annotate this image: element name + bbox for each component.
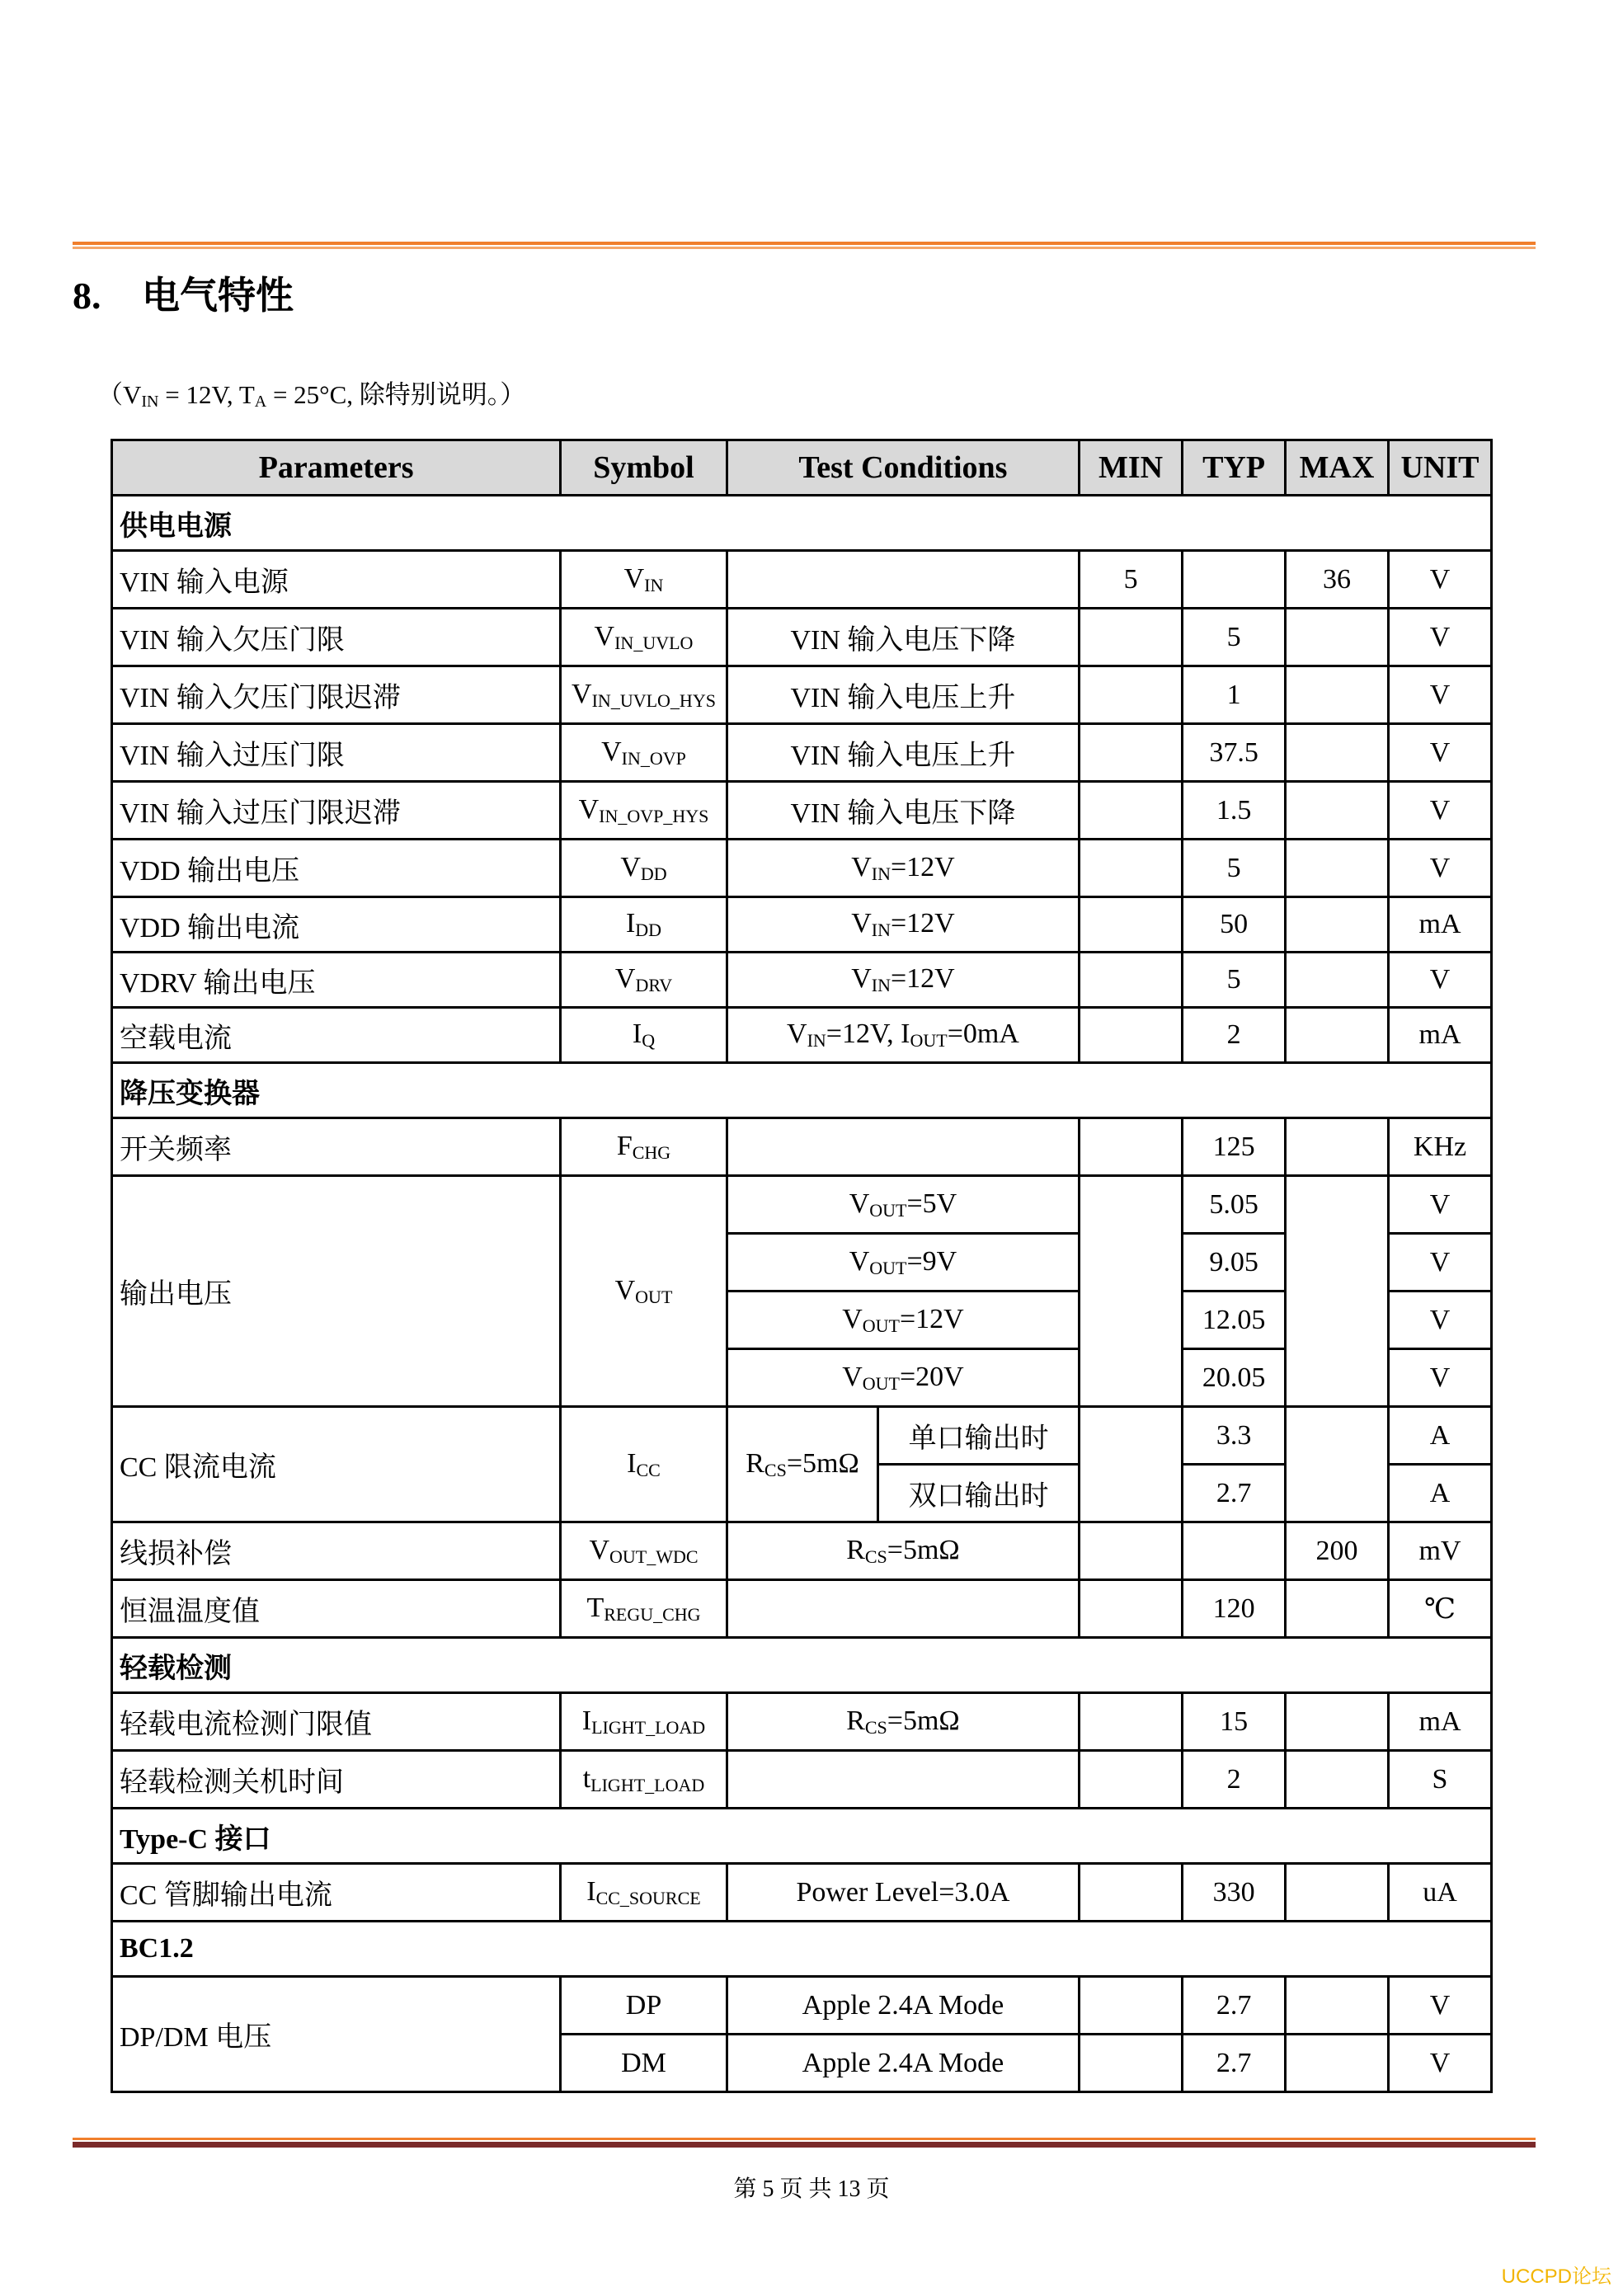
condition-cell [727,1118,1079,1176]
table-row [112,1977,1492,2035]
group-row [112,1638,1492,1693]
min-cell [1080,1580,1183,1638]
table-row [112,1580,1492,1638]
typ-cell [1183,551,1286,609]
table-row [112,840,1492,897]
unit-cell: S [1389,1751,1492,1809]
param-cell: CC 限流电流 [112,1407,561,1522]
table-row [112,1176,1492,1234]
unit-cell: V [1389,551,1492,609]
page-footer: 第 5 页 共 13 页 [733,2176,890,2202]
sub-condition-cell: 单口输出时 [878,1407,1080,1465]
col-header-test-conditions: Test Conditions [727,440,1079,496]
min-cell [1080,1407,1183,1522]
unit-cell: V [1389,953,1492,1008]
param-cell: VDD 输出电流 [112,897,561,953]
group-bc12: BC1.2 [112,1922,1492,1977]
table-row [112,1751,1492,1809]
table-row [112,897,1492,953]
electrical-characteristics-table [111,439,1493,2093]
condition-cell [727,1580,1079,1638]
param-cell: 空载电流 [112,1008,561,1063]
param-cell: VDD 输出电压 [112,840,561,897]
group-buck: 降压变换器 [112,1063,1492,1118]
param-cell: VIN 输入过压门限 [112,724,561,782]
max-cell [1286,609,1389,666]
max-cell [1286,1407,1389,1522]
col-header-unit: UNIT [1389,440,1492,496]
condition-cell: $V_{IN}=12V$ [727,897,1079,953]
sub-condition-cell: 双口输出时 [878,1465,1080,1522]
unit-cell: A [1389,1465,1492,1522]
unit-cell: mA [1389,897,1492,953]
conditions-note: （$V_{IN} = 12V$, $T_A = 25^\circ C$, 除特别说明。） [97,380,526,411]
symbol-cell: $V_{DD}$ [561,840,727,897]
group-row [112,1922,1492,1977]
max-cell [1286,2035,1389,2092]
max-cell [1286,840,1389,897]
table-row [112,1864,1492,1922]
unit-cell: KHz [1389,1118,1492,1176]
typ-cell: 2.7 [1183,1465,1286,1522]
bottom-rule [73,2138,1536,2149]
symbol-cell: DP [561,1977,727,2035]
symbol-cell: DM [561,2035,727,2092]
symbol-cell: $V_{IN\_UVLO}$ [561,609,727,666]
group-row [112,1809,1492,1864]
table-row [112,1407,1492,1465]
table-row [112,666,1492,724]
param-cell: 开关频率 [112,1118,561,1176]
condition-cell: $V_{IN}=12V$ [727,840,1079,897]
group-light-load: 轻载检测 [112,1638,1492,1693]
max-cell [1286,1008,1389,1063]
typ-cell: 5.05 [1183,1176,1286,1234]
typ-cell: 20.05 [1183,1349,1286,1407]
condition-cell: Apple 2.4A Mode [727,2035,1079,2092]
symbol-cell: $F_{CHG}$ [561,1118,727,1176]
typ-cell: 2.7 [1183,1977,1286,2035]
table-row [112,724,1492,782]
min-cell [1080,2035,1183,2092]
unit-cell: V [1389,1234,1492,1292]
symbol-cell: $t_{LIGHT\_LOAD}$ [561,1751,727,1809]
condition-cell: $R_{CS}=5m\Omega$ [727,1522,1079,1580]
typ-cell: 5 [1183,953,1286,1008]
max-cell [1286,1751,1389,1809]
max-cell: 200 [1286,1522,1389,1580]
condition-cell: VIN 输入电压上升 [727,724,1079,782]
symbol-cell: $V_{IN}$ [561,551,727,609]
symbol-cell: $I_{CC\_SOURCE}$ [561,1864,727,1922]
condition-cell: $V_{OUT}=9V$ [727,1234,1079,1292]
min-cell [1080,840,1183,897]
typ-cell: 37.5 [1183,724,1286,782]
min-cell [1080,1008,1183,1063]
condition-cell [727,551,1079,609]
typ-cell: 1.5 [1183,782,1286,840]
min-cell [1080,953,1183,1008]
unit-cell: A [1389,1407,1492,1465]
col-header-symbol: Symbol [561,440,727,496]
param-cell: DP/DM 电压 [112,1977,561,2092]
table-row [112,609,1492,666]
condition-cell: VIN 输入电压下降 [727,609,1079,666]
max-cell [1286,1118,1389,1176]
group-row [112,1063,1492,1118]
min-cell [1080,1693,1183,1751]
symbol-cell: $V_{OUT\_WDC}$ [561,1522,727,1580]
unit-cell: V [1389,1292,1492,1349]
param-cell: VIN 输入欠压门限 [112,609,561,666]
symbol-cell: $V_{IN\_OVP\_HYS}$ [561,782,727,840]
min-cell [1080,666,1183,724]
param-cell: 线损补偿 [112,1522,561,1580]
condition-cell: $V_{IN}=12V$, $I_{OUT}=0mA$ [727,1008,1079,1063]
typ-cell: 2 [1183,1751,1286,1809]
min-cell [1080,609,1183,666]
table-row [112,1118,1492,1176]
symbol-cell: $V_{DRV}$ [561,953,727,1008]
param-cell: 恒温温度值 [112,1580,561,1638]
max-cell [1286,1693,1389,1751]
max-cell [1286,1864,1389,1922]
typ-cell: 5 [1183,609,1286,666]
unit-cell: V [1389,1176,1492,1234]
table-row [112,1522,1492,1580]
unit-cell: mA [1389,1693,1492,1751]
min-cell [1080,1176,1183,1407]
header-row [112,440,1492,496]
group-row [112,496,1492,551]
condition-cell: $V_{IN}=12V$ [727,953,1079,1008]
symbol-cell: $I_{DD}$ [561,897,727,953]
min-cell: 5 [1080,551,1183,609]
section-title: 电气特性 [142,275,294,317]
top-rule [73,242,1536,250]
condition-cell: Power Level=3.0A [727,1864,1079,1922]
param-cell: CC 管脚输出电流 [112,1864,561,1922]
unit-cell: V [1389,666,1492,724]
symbol-cell: $V_{OUT}$ [561,1176,727,1407]
unit-cell: mV [1389,1522,1492,1580]
param-cell: 轻载电流检测门限值 [112,1693,561,1751]
section-heading [73,266,294,320]
col-header-typ: TYP [1183,440,1286,496]
unit-cell: V [1389,724,1492,782]
max-cell [1286,1580,1389,1638]
condition-cell: $R_{CS}=5m\Omega$ [727,1693,1079,1751]
typ-cell: 330 [1183,1864,1286,1922]
max-cell [1286,953,1389,1008]
symbol-cell: $I_Q$ [561,1008,727,1063]
symbol-cell: $T_{REGU\_CHG}$ [561,1580,727,1638]
typ-cell: 50 [1183,897,1286,953]
condition-cell: VIN 输入电压上升 [727,666,1079,724]
typ-cell: 1 [1183,666,1286,724]
max-cell [1286,1977,1389,2035]
unit-cell: V [1389,1349,1492,1407]
condition-cell: $R_{CS}=5m\Omega$ [727,1407,877,1522]
typ-cell: 3.3 [1183,1407,1286,1465]
min-cell [1080,1118,1183,1176]
symbol-cell: $V_{IN\_UVLO\_HYS}$ [561,666,727,724]
section-number: 8. [73,275,101,317]
table-row [112,551,1492,609]
max-cell: 36 [1286,551,1389,609]
max-cell [1286,666,1389,724]
min-cell [1080,1977,1183,2035]
typ-cell: 15 [1183,1693,1286,1751]
condition-cell: Apple 2.4A Mode [727,1977,1079,2035]
unit-cell: V [1389,840,1492,897]
symbol-cell: $I_{LIGHT\_LOAD}$ [561,1693,727,1751]
min-cell [1080,1864,1183,1922]
unit-cell: ℃ [1389,1580,1492,1638]
param-cell: 轻载检测关机时间 [112,1751,561,1809]
unit-cell: V [1389,1977,1492,2035]
condition-cell: VIN 输入电压下降 [727,782,1079,840]
watermark: UCCPD论坛 [1501,2265,1611,2288]
condition-cell: $V_{OUT}=5V$ [727,1176,1079,1234]
max-cell [1286,724,1389,782]
condition-cell: $V_{OUT}=12V$ [727,1292,1079,1349]
unit-cell: V [1389,2035,1492,2092]
typ-cell: 2.7 [1183,2035,1286,2092]
param-cell: 输出电压 [112,1176,561,1407]
min-cell [1080,782,1183,840]
param-cell: VDRV 输出电压 [112,953,561,1008]
group-type-c: Type-C 接口 [112,1809,1492,1864]
typ-cell [1183,1522,1286,1580]
param-cell: VIN 输入欠压门限迟滞 [112,666,561,724]
col-header-max: MAX [1286,440,1389,496]
unit-cell: V [1389,609,1492,666]
typ-cell: 5 [1183,840,1286,897]
col-header-min: MIN [1080,440,1183,496]
condition-cell: $V_{OUT}=20V$ [727,1349,1079,1407]
min-cell [1080,1751,1183,1809]
typ-cell: 9.05 [1183,1234,1286,1292]
table-row [112,1008,1492,1063]
typ-cell: 120 [1183,1580,1286,1638]
min-cell [1080,1522,1183,1580]
min-cell [1080,897,1183,953]
unit-cell: mA [1389,1008,1492,1063]
group-power: 供电电源 [112,496,1492,551]
max-cell [1286,897,1389,953]
param-cell: VIN 输入过压门限迟滞 [112,782,561,840]
table-row [112,1693,1492,1751]
min-cell [1080,724,1183,782]
unit-cell: uA [1389,1864,1492,1922]
typ-cell: 12.05 [1183,1292,1286,1349]
max-cell [1286,1176,1389,1407]
param-cell: VIN 输入电源 [112,551,561,609]
typ-cell: 2 [1183,1008,1286,1063]
symbol-cell: $V_{IN\_OVP}$ [561,724,727,782]
col-header-parameters: Parameters [112,440,561,496]
table-row [112,953,1492,1008]
condition-cell [727,1751,1079,1809]
unit-cell: V [1389,782,1492,840]
max-cell [1286,782,1389,840]
table-row [112,782,1492,840]
typ-cell: 125 [1183,1118,1286,1176]
symbol-cell: $I_{CC}$ [561,1407,727,1522]
